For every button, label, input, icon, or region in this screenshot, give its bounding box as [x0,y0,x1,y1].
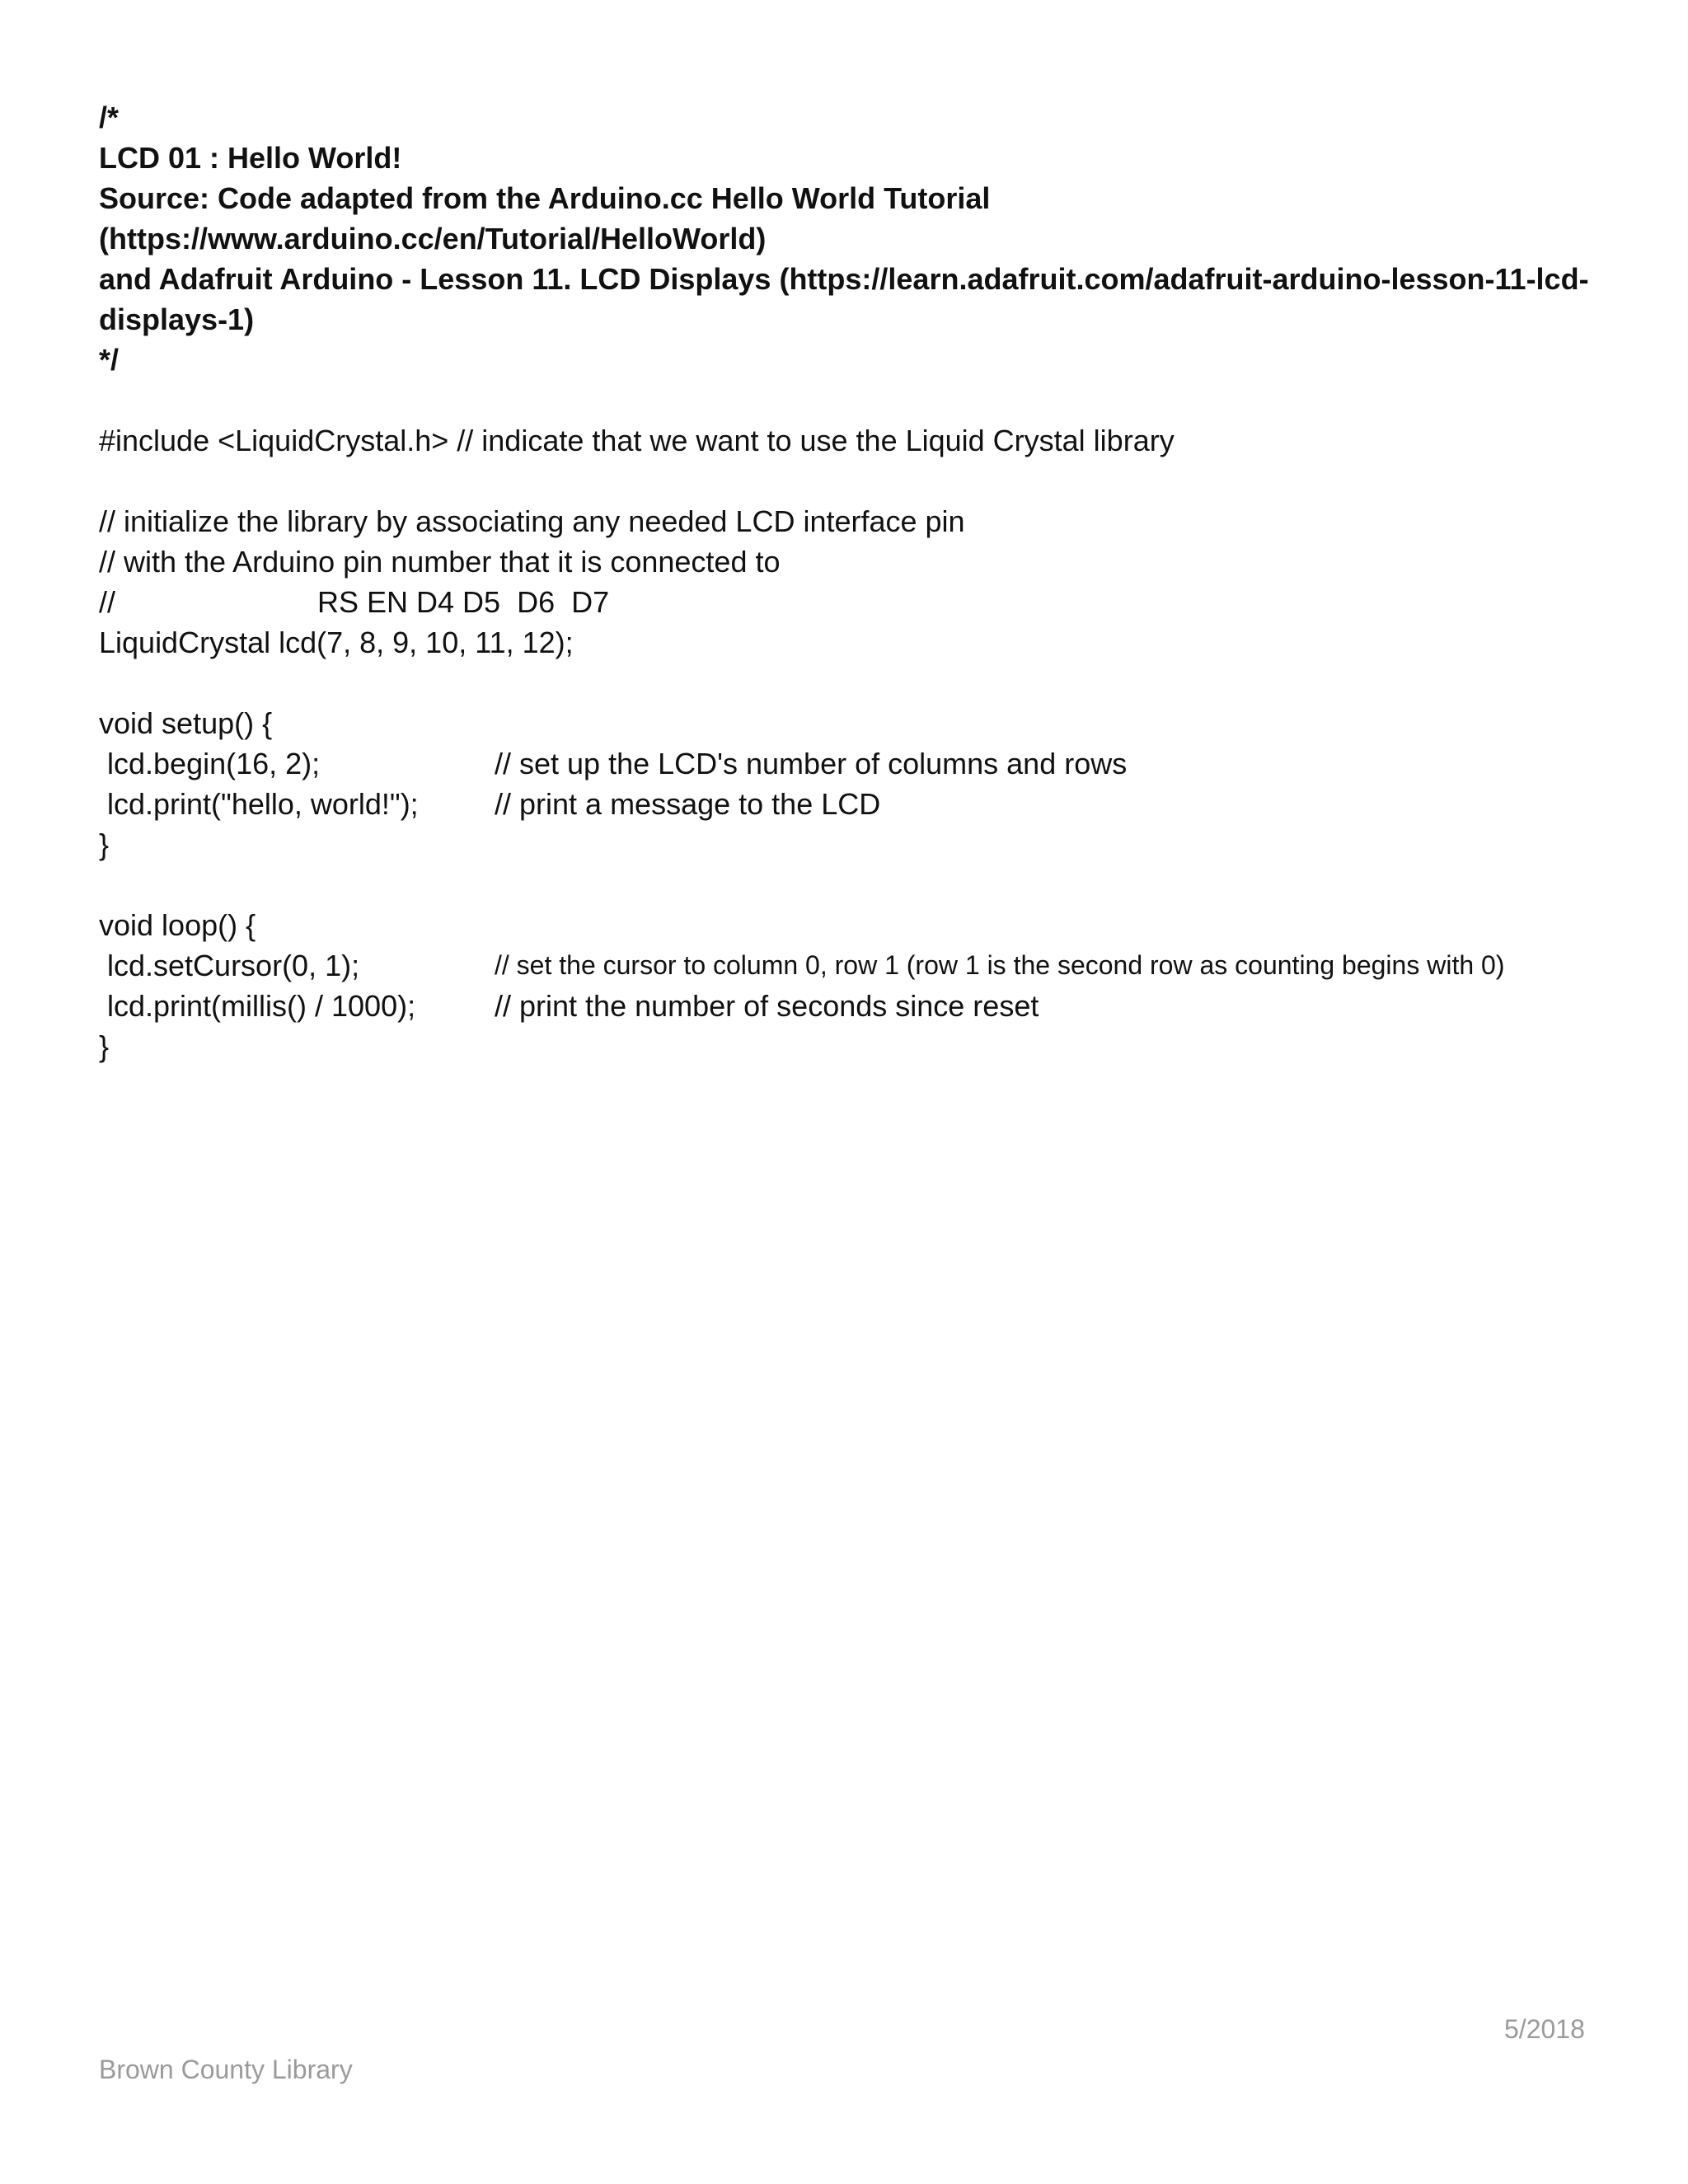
init-comment-2: // with the Arduino pin number that it is connected to [99,545,781,579]
loop-code-line-1: lcd.setCursor(0, 1); [99,949,360,982]
pin-comment-slashes: // [99,585,116,619]
setup-close: } [99,827,110,861]
loop-close: } [99,1029,110,1063]
source-url: (https://www.arduino.cc/en/Tutorial/HelloWorld) [99,222,767,255]
footer-date: 5/2018 [1504,2014,1585,2044]
document-title: LCD 01 : Hello World! [99,141,402,175]
lcd-declaration: LiquidCrystal lcd(7, 8, 9, 10, 11, 12); [99,626,574,659]
loop-comment-line-2: // print the number of seconds since reset [495,989,1039,1023]
pin-comment-labels: RS EN D4 D5 D6 D7 [317,585,610,619]
comment-open: /* [99,101,120,134]
loop-open: void loop() { [99,908,256,942]
setup-comment-line-2: // print a message to the LCD [495,787,881,821]
init-comment-1: // initialize the library by associating any needed LCD interface pin [99,504,965,538]
loop-comment-line-1: // set the cursor to column 0, row 1 (row 1 is the second row as counting begins with 0) [495,950,1505,980]
adafruit-line-continued: displays-1) [99,302,255,336]
setup-code-line-2: lcd.print("hello, world!"); [99,787,419,821]
include-line: #include <LiquidCrystal.h> // indicate that we want to use the Liquid Crystal library [99,424,1175,457]
setup-open: void setup() { [99,706,273,740]
loop-code-line-2: lcd.print(millis() / 1000); [99,989,416,1023]
setup-comment-line-1: // set up the LCD's number of columns and rows [495,747,1128,780]
comment-close: */ [99,343,120,377]
footer-organization: Brown County Library [99,2055,353,2084]
setup-code-line-1: lcd.begin(16, 2); [99,747,321,780]
adafruit-line: and Adafruit Arduino - Lesson 11. LCD Displays (https://learn.adafruit.com/adafruit-arduino-lesson-11-lcd- [99,262,1589,296]
source-line: Source: Code adapted from the Arduino.cc Hello World Tutorial [99,181,991,215]
